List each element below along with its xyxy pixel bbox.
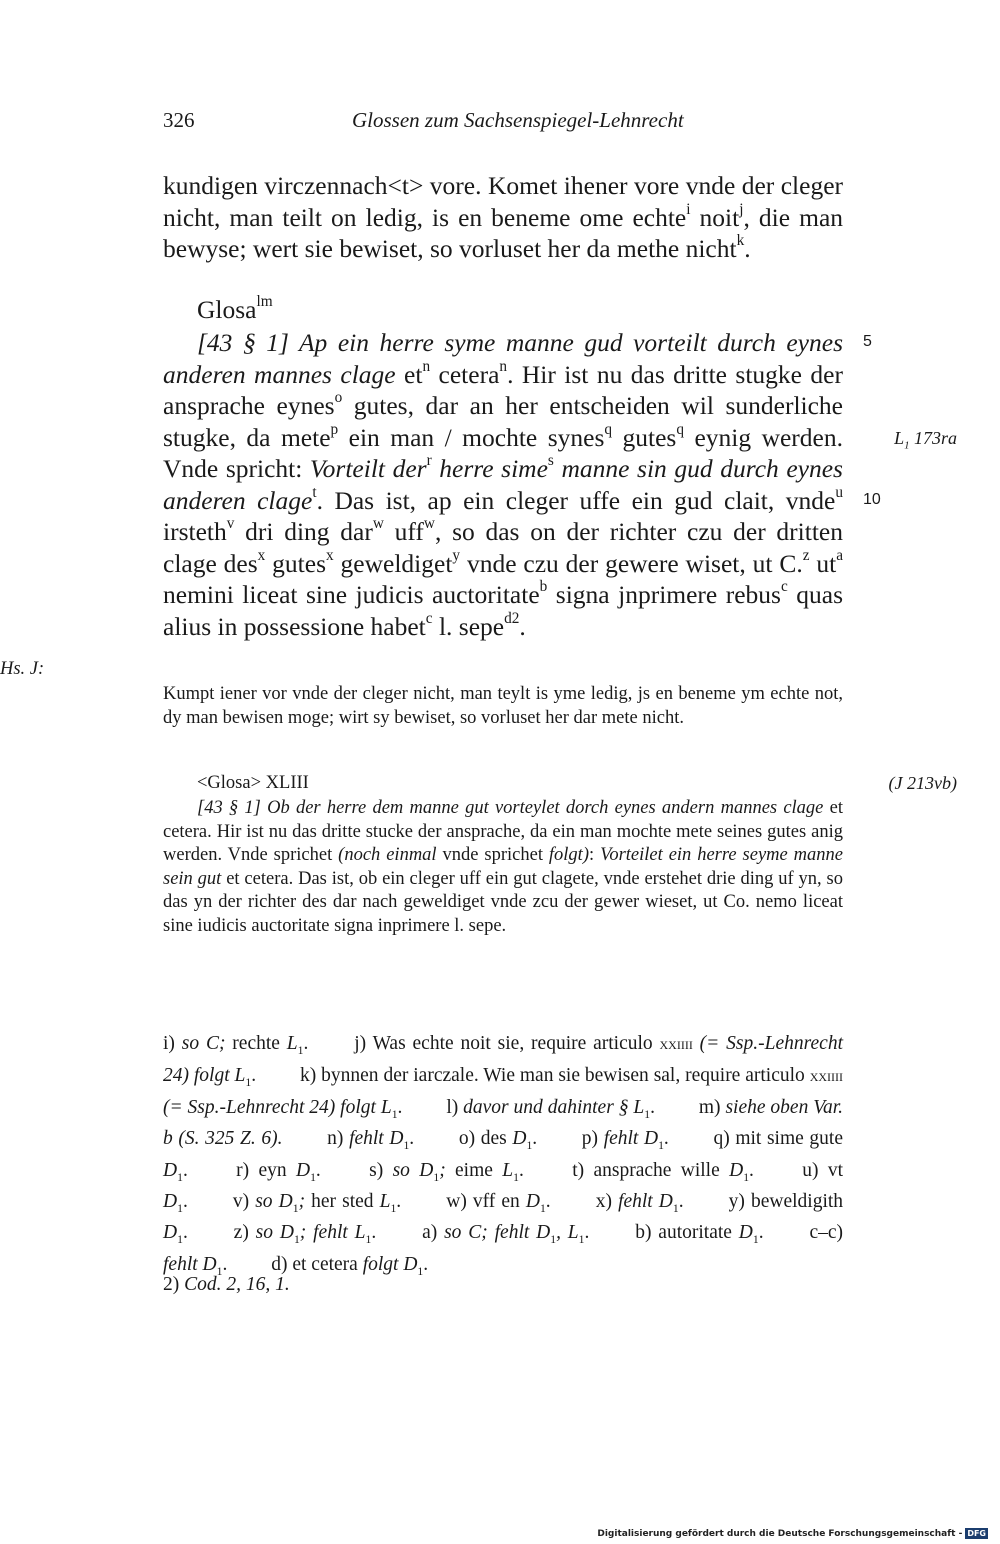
critical-apparatus [163, 1031, 843, 1284]
apparatus-entry: w) vff en $D_1$. [446, 1190, 551, 1215]
apparatus-entry: n) fehlt $D_1$. [327, 1128, 415, 1153]
apparatus-entry: t) ansprache wille $D_1$. [572, 1159, 754, 1184]
apparatus-entry: i) so C; rechte $L_1$. [163, 1033, 309, 1057]
line-number-10: 10 [863, 491, 881, 508]
page-number: 326 [163, 108, 195, 132]
glosa-xliii-heading: <Glosa> XLIII [197, 773, 309, 793]
apparatus-entry: k) bynnen der iarczale. Wie man sie bewisen sal, require articulo xxiiii (= Ssp.-Lehnrecht 24) folgt $L_1$. [163, 1065, 844, 1121]
apparatus-entry: d) et cetera folgt $D_1$. [271, 1253, 429, 1278]
apparatus-entry: s) so $D_1$; eime $L_1$. [369, 1159, 524, 1184]
apparatus-entry: o) des $D_1$. [458, 1128, 538, 1153]
apparatus-entry: q) mit sime gute $D_1$. [163, 1128, 844, 1184]
manuscript-folio-reference: $L_1$ 173ra [894, 428, 957, 452]
gloss-paragraph: [43 § 1] Ap ein herre syme manne gud vorteilt durch eynes anderen mannes clage $et^n$ cetera$^n$. Hir ist nu das dritte stugke der ansprache eynes$^o$ gutes, dar an her entscheiden wil sunderliche stugke, da mete$^p$ ein man / mochte synes$^q$ gutes$^q$ eynig werden. Vnde spricht: Vorteilt der$^r$ herre sime$^s$ manne sin gud durch eynes anderen clage$^t$. Das ist, ap ein cleger uffe ein gud clait, vnde$^u$ irsteth$^v$ dri ding dar$^w$ uff$^w$, so das on der richter czu der dritten clage des$^x$ gutes$^x$ geweldiget$^y$ vnde czu der gewere wiset, ut C.$^z$ $ut^a$ nemini liceat sine judicis auctoritate$^b$ signa jnprimere rebus$^c$ quas alius in possessione habet$^c$ l. sepe$^{d2}$. [163, 328, 844, 641]
apparatus-entry: c–c) fehlt $D_1$. [163, 1222, 844, 1278]
glosa-xliii-text: [43 § 1] Ob der herre dem manne gut vorteylet dorch eynes andern mannes clage et cetera. Hir ist nu das dritte stucke der ansprache, da ein man mochte mete seines gutes anig werden. Vnde sprichet (noch einmal vnde sprichet folgt): Vorteilet ein herre seyme manne sein gut et cetera. Das ist, ob ein cleger uff ein gut clagete, vnde erstehet drie ding uf yn, so das yn der richter des dar nach geweldiget vnde zcu der gewer wieset, ut Co. nemo liceat sine iudicis auctoritate signa inprimere l. sepe. [163, 798, 843, 936]
line-number-5: 5 [863, 333, 872, 350]
source-footnote: 2) Cod. 2, 16, 1. [163, 1274, 290, 1295]
edition-text-paragraph: kundigen virczennach<t> vore. Komet ihener vore vnde der cleger nicht, man teilt on ledig, is en beneme ome echte$^i$ noit$^j$, die man bewyse; wert sie bewiset, so vorluset her da methe nicht$^k$. [163, 171, 844, 263]
apparatus-entry: r) eyn $D_1$. [236, 1159, 321, 1184]
manuscript-variant-text: Kumpt iener vor vnde der cleger nicht, man teylt is yme ledig, js en beneme ym echte not, dy man bewisen moge; wirt sy bewiset, so vorluset her dar mete nicht. [163, 684, 843, 728]
apparatus-entry: j) Was echte noit sie, require articulo xxiiii (= Ssp.-Lehnrecht 24) folgt $L_1$. [163, 1033, 843, 1090]
glosa-heading: Glosa$^{lm}$ [197, 293, 273, 324]
footer-text: Digitalisierung gefördert durch die Deutsche Forschungsgemeinschaft - [597, 1528, 963, 1539]
apparatus-entry: z) so $D_1$; fehlt $L_1$. [233, 1222, 377, 1247]
dfg-logo: DFG [967, 1529, 986, 1538]
apparatus-entry: x) fehlt $D_1$. [595, 1190, 684, 1215]
apparatus-entry: a) so C; fehlt $D_1$, $L_1$. [422, 1222, 590, 1247]
apparatus-entry: l) davor und dahinter § $L_1$. [446, 1096, 655, 1121]
running-title: Glossen zum Sachsenspiegel-Lehnrecht [352, 108, 684, 132]
manuscript-label: Hs. J: [0, 659, 45, 679]
apparatus-entry: m) siehe oben Var. b (S. 325 Z. 6). [163, 1096, 844, 1150]
digitization-footer [597, 1528, 988, 1539]
manuscript-folio-reference-j: (J 213vb) [888, 773, 957, 793]
apparatus-entry: p) fehlt $D_1$. [581, 1128, 669, 1153]
apparatus-entry: y) beweldigith $D_1$. [163, 1190, 844, 1247]
apparatus-entry: v) so $D_1$; her sted $L_1$. [232, 1190, 402, 1215]
apparatus-entry: b) autoritate $D_1$. [635, 1222, 764, 1247]
apparatus-entry: u) vt $D_1$. [163, 1159, 844, 1215]
